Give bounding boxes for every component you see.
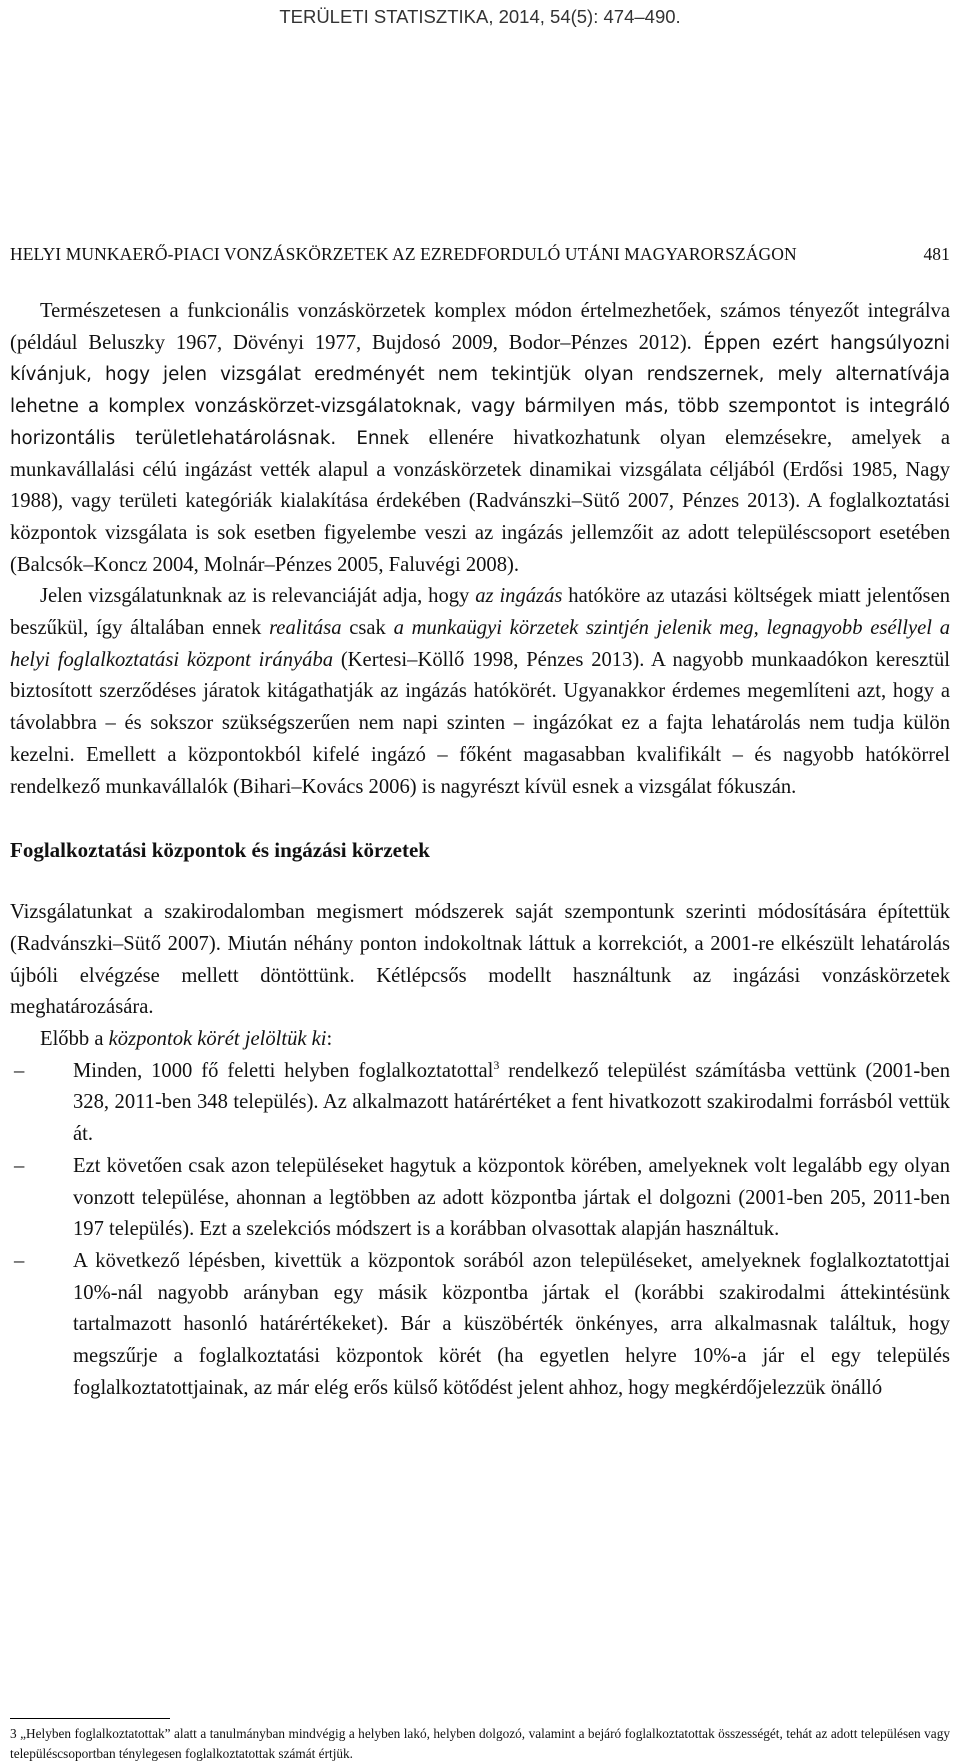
list-item-2-text: Ezt követően csak azon településeket hagytuk a központok körében, amelyeknek volt legalább egy olyan vonzott települése, ahonnan a legtöbben az adott központba jártak el dolgozni (2001-ben 205, 2011-ben 197 település). Ezt a szelekciós módszert is a korábban olvasottak alapján használtuk. [73,1154,950,1241]
list-item-3-text: A következő lépésben, kivettük a központok sorából azon településeket, amelyeknek foglalkoztatottjai 10%-nál nagyobb arányban egy másik központba jártak el (korábbi szakirodalmi áttekintésünk tartalmazott hasonló határértékeket). Bár a küszöbérték önkényes, arra alkalmasnak találtuk, hogy megszűrje a foglalkoztatási központok körét (ha egyetlen helyre 10%-a jár el egy település foglalkoztatottjainak, az már elég erős külső kötődést jelent ahhoz, hogy megkérdőjelezzük önálló [73,1249,950,1399]
footnote [10,1724,950,1763]
running-title: HELYI MUNKAERŐ-PIACI VONZÁSKÖRZETEK AZ EZREDFORDULÓ UTÁNI MAGYARORSZÁGON [10,244,797,264]
running-header [10,244,950,265]
p2-text-4: (Kertesi–Köllő 1998, Pénzes 2013). A nagyobb munkaadókon keresztül biztosított szerződéses járatok kitágathatják az ingázás hatókörét. Ugyanakkor érdemes megemlíteni azt, hogy a távolabbra – és sokszor szükségszerűen nem napi szinten – ingázókat ez a fajta lehatárolás nem tudja külön kezelni. Emellett a központokból kifelé ingázó – főként magasabban kvalifikált – és nagyobb hatókörrel rendelkező munkavállalók (Bihari–Kovács 2006) is nagyrészt kívül esnek a vizsgálat fókuszán. [10,648,950,798]
paragraph-1-serif-a: Természetesen a funkcionális vonzáskörzetek komplex módon értelmezhetőek, számos tényezőt integrálva (például Beluszky 1967, Dövényi 1977, Bujdosó 2009, Bodor–Pénzes 2012). [10,300,950,354]
journal-citation: TERÜLETI STATISZTIKA, 2014, 54(5): 474–490. [279,6,681,27]
list-item-1-text-a: Minden, 1000 fő feletti helyben foglalkoztatottal [73,1059,494,1082]
p2-text-2: hatóköre az utazási költségek miatt jelentősen beszűkül, így általában ennek [10,585,951,640]
footnote-ref: 3 [493,1057,500,1072]
paragraph-1-sans: Éppen ezért hangsúlyozni kívánjuk, hogy jelen vizsgálat eredményét nem tekintjük olyan rendszernek, mely alternatívája lehetne a komplex vonzáskörzet-vizsgálatoknak, vagy bármilyen más, több szempontot is integráló horizontális területlehatárolásnak. En [10,332,950,449]
paragraph-2 [10,581,950,803]
list-item [10,1056,950,1151]
list-item [10,1246,950,1405]
p4-text-2: : [326,1028,333,1051]
p2-italic-2: realitása [269,617,342,640]
page-number: 481 [923,244,950,264]
paragraph-4 [10,1024,950,1056]
p4-italic: központok körét jelöltük ki [108,1028,327,1051]
list-dash: – [14,1154,25,1177]
p2-italic-1: az ingázás [475,585,563,608]
paragraph-1 [10,296,950,581]
paragraph-3: Vizsgálatunkat a szakirodalomban megismert módszerek saját szempontunk szerinti módosítására építettük (Radvánszki–Sütő 2007). Miután néhány ponton indokoltnak láttuk a korrekciót, a 2001-re elkészült lehatárolás újbóli elvégzése mellett döntöttünk. Kétlépcsős modellt használtunk az ingázási vonzáskörzetek meghatározására. [10,901,950,1019]
list-dash: – [14,1249,25,1272]
list-item [10,1151,950,1246]
paragraph-1-serif-c: nek ellenére hivatkozhatunk olyan elemzésekre, amelyek a munkavállalási célú ingázást vették alapul a vonzáskörzetek dinamikai vizsgálata céljából (Erdősi 1985, Nagy 1988), vagy területi kategóriák kialakítása érdekében (Radvánszki–Sütő 2007, Pénzes 2013). A foglalkoztatási központok vizsgálata is sok esetben figyelembe veszi az ingázás jellemzőit az adott településcsoport esetében (Balcsók–Koncz 2004, Molnár–Pénzes 2005, Faluvégi 2008). [10,426,950,576]
article-body [10,296,950,1405]
footnote-text: „Helyben foglalkoztatottak” alatt a tanulmányban mindvégig a helyben lakó, helyben dolgozó, valamint a bejáró foglalkoztatottak összességét, tehát az adott településen vagy településcsoportban ténylegesen foglalkoztatottak számát értjük. [10,1726,950,1761]
p4-text-1: Előbb a [40,1028,109,1051]
p2-text-1: Jelen vizsgálatunknak az is relevanciáját adja, hogy [40,585,476,608]
p2-italic-3: a munkaügyi körzetek szintjén jelenik meg, legnagyobb eséllyel a helyi foglalkoztatási központ irányába [10,617,951,671]
p2-text-3: csak [341,617,394,640]
list-dash: – [14,1059,25,1082]
footnote-number: 3 [10,1726,17,1741]
section-heading: Foglalkoztatási központok és ingázási körzetek [10,838,430,863]
footnote-divider [10,1718,170,1719]
list-item-1-text-b: rendelkező települést számításba vettünk (2001-ben 328, 2011-ben 348 település). Az alkalmazott határértéket a fent hivatkozott szakirodalmi forrásból vettük át. [73,1059,950,1146]
